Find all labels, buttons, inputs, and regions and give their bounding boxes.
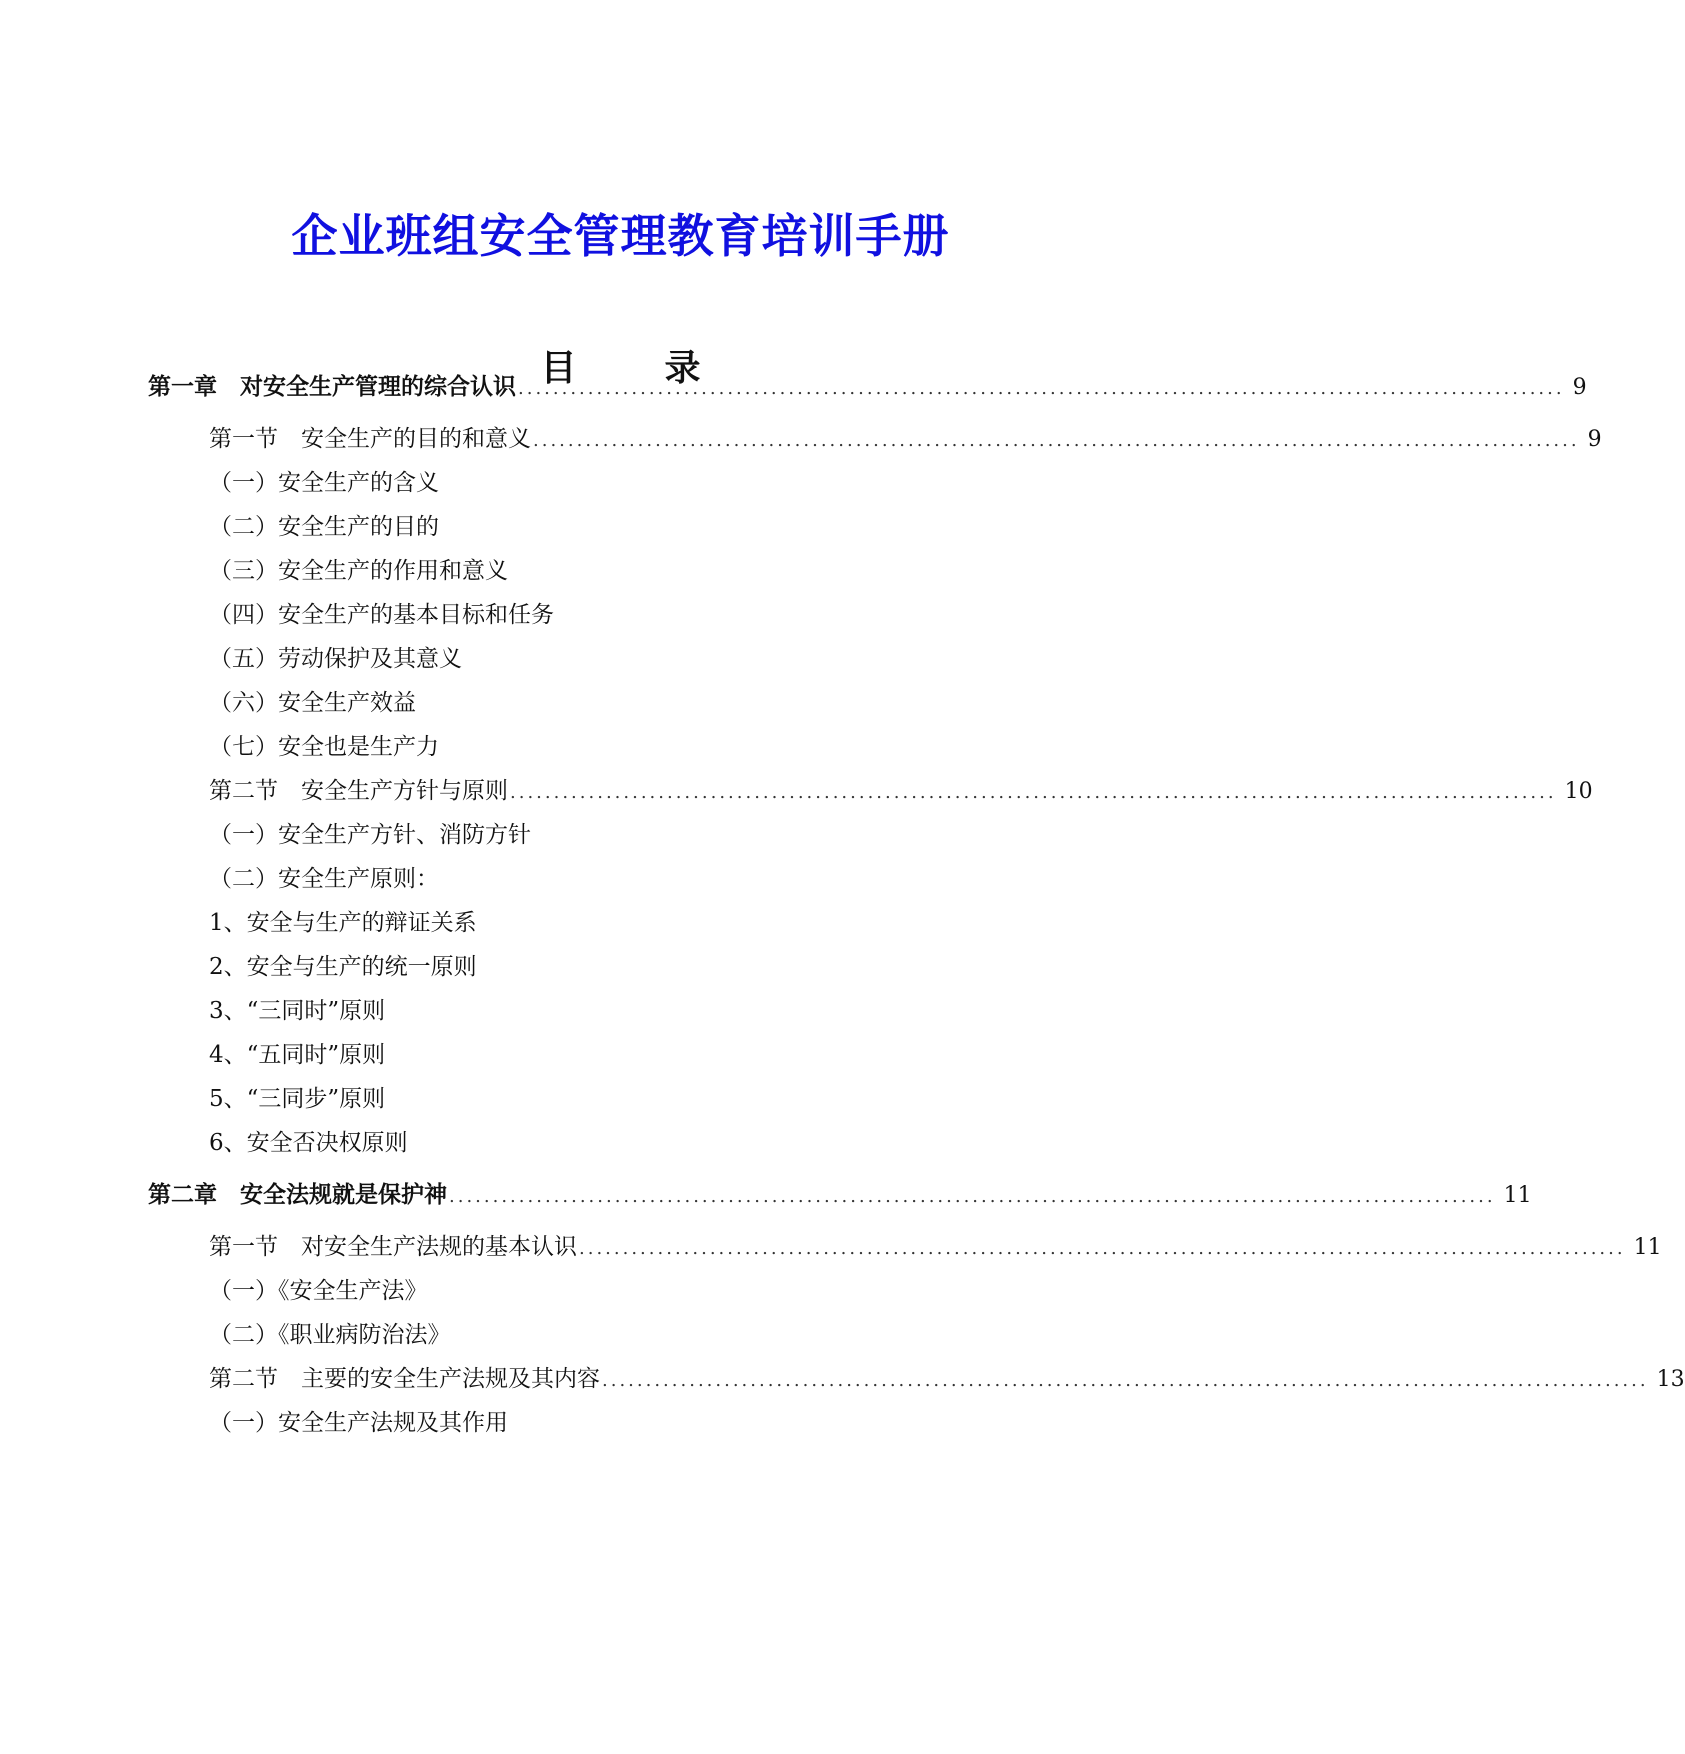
- toc-entry-label: 5、“三同步”原则: [209, 1086, 386, 1112]
- toc-page-number: 10: [1564, 779, 1593, 804]
- toc-entry-chapter[interactable]: [148, 1180, 1532, 1210]
- toc-entry-label: （一）安全生产的含义: [209, 470, 439, 496]
- toc-entry-label: （三）安全生产的作用和意义: [209, 558, 508, 584]
- toc-entry-label: 第一章 对安全生产管理的综合认识: [148, 373, 516, 400]
- toc-entry-label: （一）安全生产方针、消防方针: [209, 822, 531, 848]
- toc-entry-section[interactable]: [209, 776, 1593, 806]
- toc-entry-label: （二）安全生产原则：: [209, 866, 439, 892]
- toc-entry-item[interactable]: [209, 512, 439, 542]
- toc-entry-section[interactable]: [209, 1364, 1685, 1394]
- toc-entry-label: 第二节 主要的安全生产法规及其内容: [209, 1366, 600, 1392]
- document-title: 企业班组安全管理教育培训手册: [291, 209, 950, 263]
- toc-entry-item[interactable]: [209, 820, 531, 850]
- toc-entry-label: 第二章 安全法规就是保护神: [148, 1181, 447, 1208]
- toc-entry-item[interactable]: [209, 688, 416, 718]
- toc-entry-subitem[interactable]: [209, 996, 385, 1026]
- toc-entry-section[interactable]: [209, 1232, 1662, 1262]
- toc-entry-label: 6、安全否决权原则: [209, 1130, 408, 1156]
- toc-entry-chapter[interactable]: [148, 372, 1587, 402]
- toc-entry-item[interactable]: [209, 864, 439, 894]
- toc-entry-subitem[interactable]: [209, 1084, 385, 1114]
- toc-entry-label: 2、安全与生产的统一原则: [209, 954, 477, 980]
- toc-entry-subitem[interactable]: [209, 1040, 385, 1070]
- toc-entry-label: （七）安全也是生产力: [209, 734, 439, 760]
- toc-page-number: 13: [1656, 1367, 1685, 1392]
- toc-entry-item[interactable]: [209, 556, 508, 586]
- toc-entry-label: 1、安全与生产的辩证关系: [209, 910, 477, 936]
- toc-page-number: 11: [1633, 1235, 1662, 1260]
- toc-entry-label: （六）安全生产效益: [209, 690, 416, 716]
- toc-entry-item[interactable]: [209, 468, 439, 498]
- dot-leader: ........................................................................................................................: [510, 782, 1557, 803]
- toc-entry-label: 第一节 对安全生产法规的基本认识: [209, 1234, 577, 1260]
- toc-entry-label: 第一节 安全生产的目的和意义: [209, 426, 531, 452]
- toc-entry-subitem[interactable]: [209, 908, 477, 938]
- toc-entry-label: 3、“三同时”原则: [209, 998, 386, 1024]
- toc-entry-label: （一）安全生产法规及其作用: [209, 1410, 508, 1436]
- toc-entry-label: 第二节 安全生产方针与原则: [209, 778, 508, 804]
- toc-entry-subitem[interactable]: [209, 1128, 408, 1158]
- dot-leader: ........................................................................................................................: [449, 1186, 1496, 1207]
- toc-heading: 目 录: [540, 347, 727, 389]
- toc-entry-label: （二）《职业病防治法》: [209, 1322, 451, 1348]
- toc-page-number: 11: [1503, 1183, 1532, 1208]
- toc-entry-section[interactable]: [209, 424, 1602, 454]
- toc-entry-label: （五）劳动保护及其意义: [209, 646, 462, 672]
- toc-entry-item[interactable]: [209, 644, 462, 674]
- toc-entry-item[interactable]: [209, 1276, 428, 1306]
- toc-entry-item[interactable]: [209, 600, 554, 630]
- toc-page-number: 9: [1587, 427, 1602, 452]
- toc-entry-item[interactable]: [209, 1408, 508, 1438]
- toc-entry-item[interactable]: [209, 732, 439, 762]
- toc-entry-item[interactable]: [209, 1320, 451, 1350]
- dot-leader: ........................................................................................................................: [579, 1238, 1626, 1259]
- toc-entry-label: （二）安全生产的目的: [209, 514, 439, 540]
- toc-entry-subitem[interactable]: [209, 952, 477, 982]
- dot-leader: ........................................................................................................................: [518, 378, 1565, 399]
- dot-leader: ........................................................................................................................: [602, 1370, 1649, 1391]
- dot-leader: ........................................................................................................................: [533, 430, 1580, 451]
- toc-entry-label: （一）《安全生产法》: [209, 1278, 428, 1304]
- toc-entry-label: （四）安全生产的基本目标和任务: [209, 602, 554, 628]
- toc-page-number: 9: [1572, 375, 1587, 400]
- toc-entry-label: 4、“五同时”原则: [209, 1042, 386, 1068]
